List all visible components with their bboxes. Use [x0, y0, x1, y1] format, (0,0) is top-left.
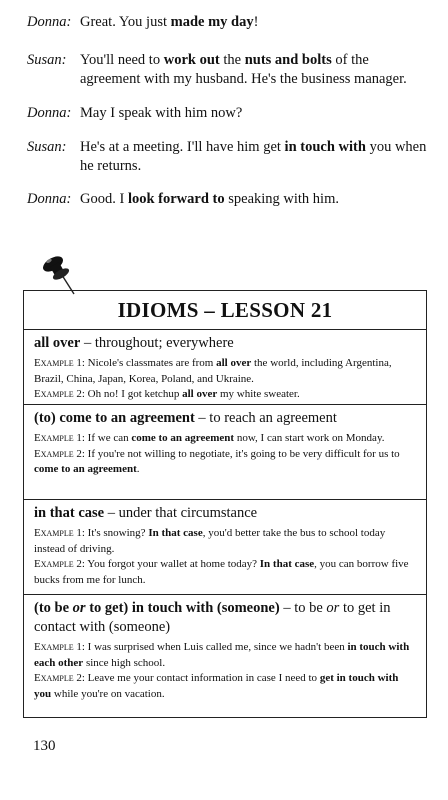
idiom-definition [34, 334, 416, 353]
text-run: in that case [34, 505, 105, 521]
example-text [34, 527, 385, 555]
text-run: my white sweater. [217, 388, 300, 400]
text-run: May I speak with him now? [80, 105, 243, 121]
example [34, 671, 416, 702]
example-text [34, 558, 409, 586]
text-run: come to an agreement [131, 432, 235, 444]
example-label: Example 2: [34, 388, 85, 400]
example [34, 557, 416, 588]
text-run: Leave me your contact information in case I need to [84, 672, 320, 684]
speech-text [80, 190, 432, 209]
text-run: In that case [259, 558, 315, 570]
example-label: Example 1: [34, 432, 85, 444]
text-run: the [219, 52, 245, 68]
speaker-label: Susan: [27, 139, 67, 155]
text-run: to get in contact with (someone) [34, 600, 391, 635]
example-text [85, 388, 300, 400]
text-run: now, I can start work on Monday. [234, 432, 385, 444]
text-run: You'll need to [80, 52, 164, 68]
text-run: – under that circumstance [104, 505, 258, 521]
text-run: since high school. [83, 656, 166, 669]
text-run: – to be [279, 600, 327, 616]
example-label: Example 2: [34, 672, 85, 684]
idiom-section [24, 330, 426, 405]
text-run: look forward to [127, 191, 225, 207]
text-run: of the agreement with my husband. He's the business manager. [80, 52, 407, 87]
example-text [34, 357, 392, 385]
text-run: all over [216, 357, 252, 369]
text-run: in touch with [284, 139, 366, 155]
speaker-label: Donna: [27, 14, 72, 30]
text-run: You forgot your wallet at home today? [84, 558, 260, 570]
text-run: Nicole's classmates are from [84, 357, 217, 369]
text-run: (to) come to an agreement [34, 410, 195, 426]
text-run: Oh no! I got ketchup [84, 388, 183, 400]
text-run: If you're not willing to negotiate, it's going to be very difficult for us to [84, 447, 400, 460]
idiom-definition [34, 409, 416, 428]
box-title: IDIOMS – LESSON 21 [24, 291, 426, 330]
example [34, 431, 416, 447]
example-label: Example 1: [34, 641, 85, 653]
example-text [34, 641, 409, 669]
example [34, 356, 416, 387]
text-run: nuts and bolts [244, 52, 332, 68]
text-run: made my day [170, 14, 254, 30]
text-run: Great. You just [80, 14, 171, 30]
text-run: get in touch with you [34, 672, 399, 700]
text-run: , you can borrow five bucks from me for lunch. [34, 558, 409, 586]
example-label: Example 1: [34, 357, 85, 369]
text-run: , you'd better take the bus to school today instead of driving. [34, 527, 386, 555]
example-text [34, 448, 400, 476]
speaker-label: Donna: [27, 105, 72, 121]
example [34, 387, 416, 403]
text-run: or [72, 600, 86, 616]
text-run: speaking with him. [224, 191, 339, 207]
speech-text [80, 104, 432, 123]
example [34, 526, 416, 557]
text-run: . [136, 463, 140, 475]
example [34, 640, 416, 671]
text-run: It's snowing? [84, 527, 149, 539]
text-run: (to be [34, 600, 73, 616]
text-run: or [326, 600, 340, 616]
speech-text [80, 51, 432, 89]
speaker-label: Susan: [27, 52, 67, 68]
text-run: all over [34, 335, 81, 351]
idiom-section [24, 405, 426, 500]
text-run: I was surprised when Luis called me, since we hadn't been [84, 641, 348, 653]
text-run: work out [163, 52, 220, 68]
text-run: to get) in touch with (someone) [85, 600, 280, 616]
text-run: you when he returns. [80, 139, 427, 174]
example-label: Example 2: [34, 447, 85, 460]
idiom-section [24, 500, 426, 595]
text-run: He's at a meeting. I'll have him get [80, 139, 285, 155]
page-number: 130 [33, 738, 56, 754]
idiom-definition [34, 504, 416, 523]
text-run: come to an agreement [34, 463, 137, 475]
text-run: – throughout; everywhere [80, 335, 234, 351]
speaker-label: Donna: [27, 191, 72, 207]
idiom-definition [34, 599, 416, 637]
speech-text [80, 13, 432, 32]
example-label: Example 1: [34, 527, 85, 539]
example-text [34, 672, 398, 700]
example [34, 447, 416, 478]
text-run: all over [182, 388, 218, 400]
text-run: ! [253, 14, 259, 30]
text-run: In that case [148, 527, 203, 539]
text-run: If we can [84, 432, 132, 444]
idioms-box [23, 290, 427, 718]
speech-text [80, 138, 432, 176]
text-run: the world, including Argentina, Brazil, China, Japan, Korea, Poland, and Ukraine. [34, 357, 392, 385]
example-label: Example 2: [34, 558, 85, 570]
text-run: Good. I [80, 191, 128, 207]
text-run: – to reach an agreement [194, 410, 337, 426]
idiom-section [24, 595, 426, 716]
text-run: in touch with each other [34, 641, 410, 669]
example-text [85, 432, 385, 444]
text-run: while you're on vacation. [51, 687, 165, 700]
